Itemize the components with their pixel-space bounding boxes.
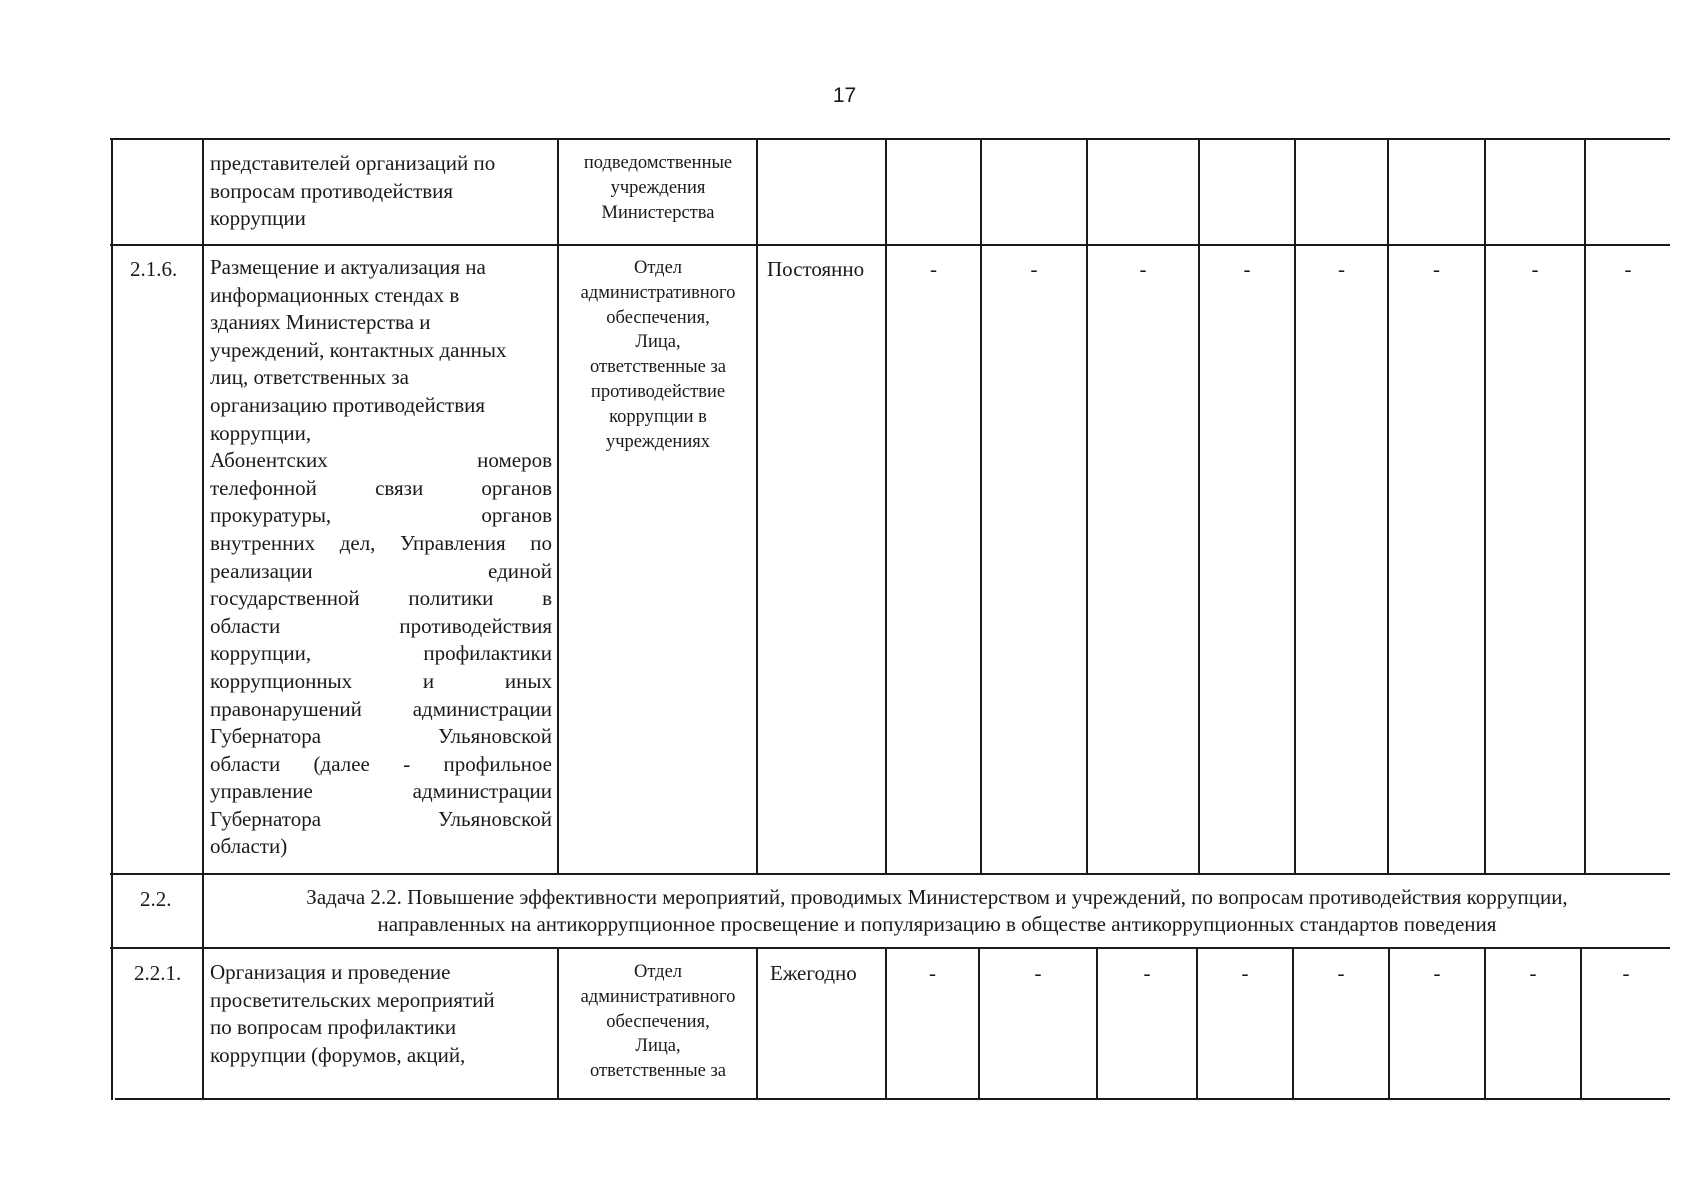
text-line: управление администрации [210, 779, 552, 804]
column-divider [1387, 138, 1389, 874]
row-1-responsible [561, 151, 755, 225]
row-4-number: 2.2.1. [134, 961, 182, 985]
row-2-value: - [930, 257, 937, 281]
table-bottom-border [115, 1098, 1670, 1100]
row-2-value: - [1338, 257, 1345, 281]
text-line: Лица, [635, 332, 681, 353]
text-line: области противодействия [210, 613, 552, 638]
row-4-value: - [1433, 961, 1441, 985]
row-2-value: - [1243, 257, 1251, 281]
text-line: вопросам противодействия [210, 178, 454, 203]
text-line: области) [210, 834, 288, 859]
text-line: Губернатора Ульяновской [210, 806, 552, 831]
column-divider [756, 947, 758, 1099]
table-left-border [111, 138, 113, 1100]
row-2-deadline: Постоянно [767, 257, 865, 281]
row-4-value: - [1529, 961, 1537, 985]
text-line: учреждения [610, 177, 706, 198]
row-2-description [210, 254, 552, 861]
text-line: зданиях Министерства и [210, 310, 431, 335]
column-divider [1584, 138, 1586, 874]
row-2-value: - [1433, 257, 1440, 281]
text-line: учреждений, контактных данных [210, 337, 507, 362]
row-3-number: 2.2. [140, 887, 172, 911]
text-line: прокуратуры, органов [210, 503, 552, 528]
text-line: внутренних дел, Управления по [210, 530, 552, 555]
text-line: ответственные за [590, 1061, 726, 1082]
row-2-number: 2.1.6. [130, 257, 178, 281]
column-divider [1086, 138, 1088, 874]
text-line: Министерства [601, 202, 715, 223]
text-line: подведомственные [583, 153, 733, 173]
row-2-value: - [1624, 257, 1632, 281]
column-divider [202, 138, 204, 1100]
row-divider [110, 947, 1670, 949]
text-line: учреждениях [606, 431, 710, 452]
text-line: противодействие [590, 381, 726, 402]
row-2-value: - [1531, 257, 1539, 281]
column-divider [1294, 138, 1296, 874]
row-1-description [210, 150, 552, 233]
text-line: информационных стендах в [210, 282, 460, 307]
row-2-value: - [1139, 257, 1147, 281]
page-number: 17 [832, 84, 857, 107]
row-divider [110, 873, 1670, 875]
text-line: Отдел [633, 962, 683, 982]
text-line: области (далее - профильное [210, 751, 552, 776]
text-line: организацию противодействия [210, 392, 486, 417]
column-divider [885, 138, 887, 874]
text-line: Губернатора Ульяновской [210, 724, 552, 749]
text-line: Лица, [635, 1036, 681, 1057]
text-line: лиц, ответственных за [210, 365, 409, 390]
text-line: коррупционных и иных [210, 668, 552, 693]
text-line: коррупции (форумов, акций, [210, 1042, 466, 1067]
text-line: просветительских мероприятий [210, 987, 495, 1012]
text-line: Организация и проведение [210, 960, 451, 984]
row-4-value: - [1337, 961, 1345, 985]
text-line: Абонентских номеров [210, 448, 552, 473]
text-line: коррупции [210, 206, 306, 231]
text-line: представителей организаций по [210, 151, 496, 175]
text-line: Размещение и актуализация на [210, 255, 486, 279]
column-divider [756, 138, 758, 874]
text-line: обеспечения, [606, 307, 710, 328]
text-line: Отдел [633, 258, 683, 278]
text-line: административного [580, 986, 736, 1007]
row-4-description [210, 959, 552, 1069]
text-line: государственной политики в [210, 586, 552, 611]
column-divider [980, 138, 982, 874]
text-line: ответственные за [590, 357, 726, 378]
row-2-value: - [1030, 257, 1038, 281]
row-2-responsible [561, 256, 755, 454]
text-line: правонарушений администрации [210, 696, 552, 721]
text-line: коррупции, [210, 420, 312, 445]
table-top-border [110, 138, 1670, 140]
text-line: коррупции, профилактики [210, 641, 552, 666]
text-line: административного [580, 282, 736, 303]
row-4-value: - [929, 961, 936, 985]
task-line: Задача 2.2. Повышение эффективности мероприятий, проводимых Министерством и учреждений, по вопросам противодействия коррупции, [306, 885, 1568, 909]
text-line: коррупции в [609, 406, 707, 427]
column-divider [557, 138, 559, 874]
text-line: по вопросам профилактики [210, 1015, 457, 1040]
task-line: направленных на антикоррупционное просвещение и популяризацию в обществе антикоррупционных стандартов поведения [377, 912, 1497, 936]
row-4-value: - [1241, 961, 1249, 985]
text-line: телефонной связи органов [210, 475, 552, 500]
column-divider [557, 947, 559, 1099]
row-4-value: - [1622, 961, 1630, 985]
row-4-value: - [1034, 961, 1042, 985]
row-4-responsible [561, 960, 755, 1084]
row-divider [110, 244, 1670, 246]
column-divider [1484, 138, 1486, 874]
row-4-value: - [1143, 961, 1151, 985]
text-line: реализации единой [210, 558, 552, 583]
text-line: обеспечения, [606, 1011, 710, 1032]
row-4-deadline: Ежегодно [770, 961, 857, 985]
column-divider [1198, 138, 1200, 874]
